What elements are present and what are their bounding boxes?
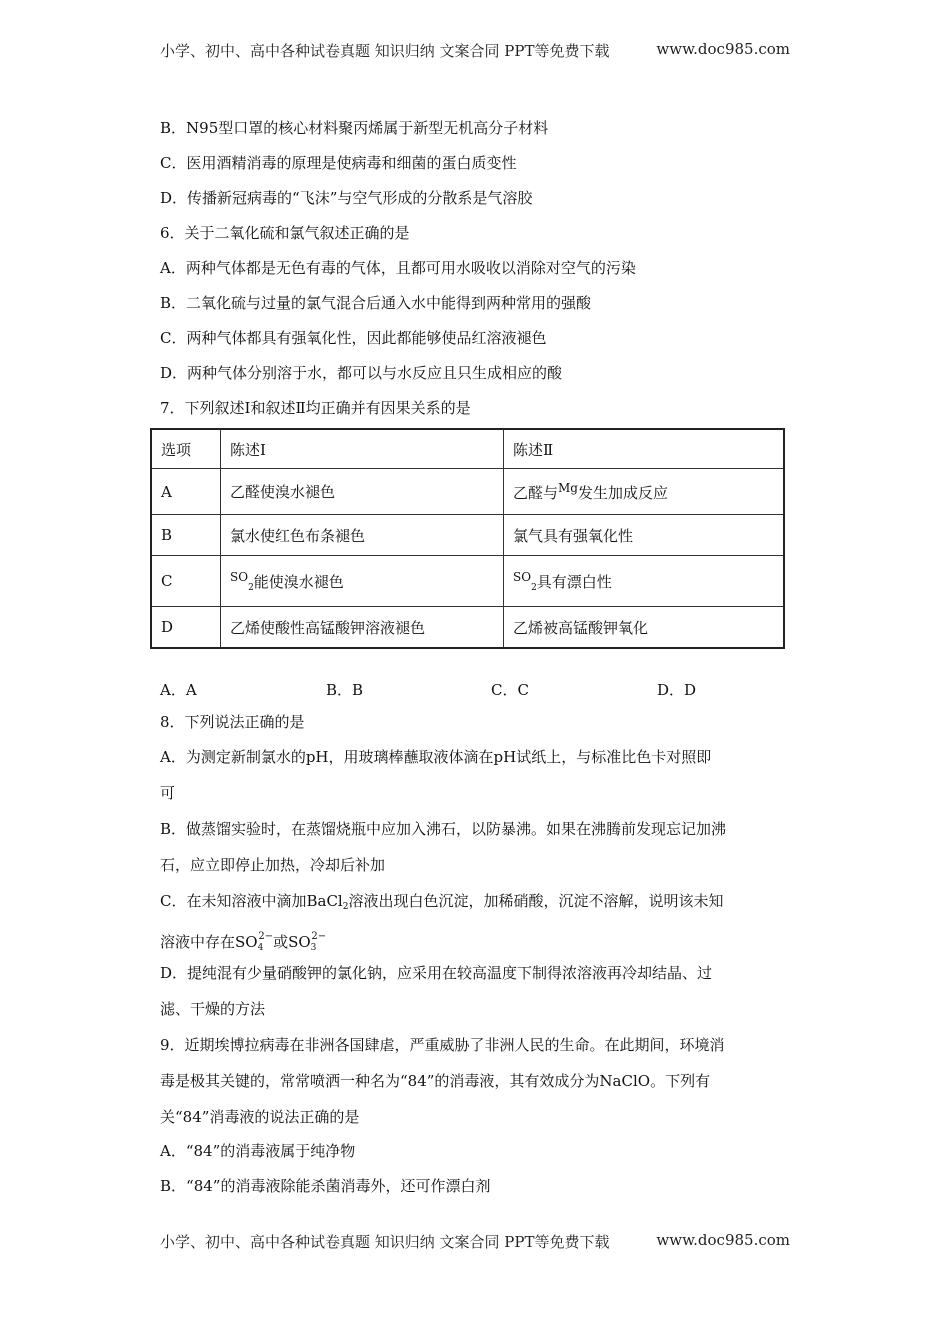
q7-option-d: D．D: [657, 681, 697, 699]
header-left-text: 小学、初中、高中各种试卷真题 知识归纳 文案合同 PPT等免费下载: [160, 42, 610, 60]
q8-option-c: [160, 890, 792, 926]
q6-option-c: C．两种气体都具有强氧化性，因此都能够使品红溶液褪色: [160, 329, 547, 347]
table-cell-statement1: [221, 556, 504, 607]
header-url: www.doc985.com: [656, 40, 790, 58]
text-run: C．在未知溶液中滴加: [160, 892, 307, 910]
table-cell-statement2: 氯气具有强氧化性: [504, 515, 785, 556]
q7-option-b: B．B: [326, 681, 364, 699]
table-cell-statement2: [504, 469, 785, 515]
formula-text: 发生加成反应: [577, 483, 668, 502]
q7-stem: 7．下列叙述Ⅰ和叙述Ⅱ均正确并有因果关系的是: [160, 399, 471, 417]
formula-text: 能使溴水褪色: [253, 572, 344, 591]
formula-subscript: 4: [257, 943, 264, 953]
table-cell-option: A: [151, 469, 221, 515]
formula-subscript: 2: [342, 902, 349, 912]
exam-content: [160, 117, 792, 1210]
table-cell-option: B: [151, 515, 221, 556]
mg-symbol: Mg: [558, 480, 578, 495]
q7-option-c: C．C: [491, 681, 529, 699]
page-header: [160, 40, 790, 61]
so2-formula: SO: [513, 569, 532, 584]
table-cell-statement2: 乙烯被高锰酸钾氧化: [504, 607, 785, 649]
q6-option-a: A．两种气体都是无色有毒的气体，且都可用水吸收以消除对空气的污染: [160, 259, 636, 277]
sulfite-formula: SO: [288, 933, 311, 951]
table-row: [151, 607, 784, 649]
table-row: [151, 469, 784, 515]
table-header-cell: 陈述Ⅰ: [221, 429, 504, 469]
q9-stem-line1: 9．近期埃博拉病毒在非洲各国肆虐，严重威胁了非洲人民的生命。在此期间，环境消: [160, 1036, 725, 1054]
q5-option-d: D．传播新冠病毒的“飞沫”与空气形成的分散系是气溶胶: [160, 189, 533, 207]
q8-option-a: A．为测定新制氯水的pH，用玻璃棒蘸取液体滴在pH试纸上，与标准比色卡对照即: [160, 748, 712, 766]
table-header-cell: 选项: [151, 429, 221, 469]
q5-option-c: C．医用酒精消毒的原理是使病毒和细菌的蛋白质变性: [160, 154, 517, 172]
q7-option-a: A．A: [160, 681, 197, 699]
table-cell-statement2: [504, 556, 785, 607]
formula-subscript: 2: [531, 582, 537, 593]
q9-stem-line2: 毒是极其关键的，常常喷洒一种名为“84”的消毒液，其有效成分为NaClO。下列有: [160, 1072, 711, 1090]
footer-left-text: 小学、初中、高中各种试卷真题 知识归纳 文案合同 PPT等免费下载: [160, 1233, 610, 1251]
q6-option-d: D．两种气体分别溶于水，都可以与水反应且只生成相应的酸: [160, 364, 563, 382]
q6-stem: 6．关于二氧化硫和氯气叙述正确的是: [160, 224, 410, 242]
formula-text: 具有漂白性: [536, 572, 612, 591]
q7-table: [150, 428, 785, 649]
formula-subscript: 2: [248, 582, 254, 593]
footer-url: www.doc985.com: [656, 1231, 790, 1249]
sulfate-formula: SO: [235, 933, 258, 951]
formula-text: 乙醛与: [513, 483, 559, 502]
q8-option-c-cont: [160, 926, 792, 962]
q7-options: [160, 679, 792, 711]
q8-option-d-cont: 滤、干燥的方法: [160, 1000, 266, 1018]
table-row: [151, 556, 784, 607]
q9-option-b: B．“84”的消毒液除能杀菌消毒外，还可作漂白剂: [160, 1177, 491, 1195]
table-cell-option: C: [151, 556, 221, 607]
q6-option-b: B．二氧化硫与过量的氯气混合后通入水中能得到两种常用的强酸: [160, 294, 592, 312]
table-header-cell: 陈述Ⅱ: [504, 429, 785, 469]
table-row: [151, 515, 784, 556]
page-footer: [160, 1231, 790, 1252]
formula-charge: 2−: [311, 931, 327, 942]
text-run: 溶液出现白色沉淀，加稀硝酸，沉淀不溶解，说明该未知: [348, 892, 724, 910]
text-run: 或: [273, 933, 289, 951]
text-run: 溶液中存在: [160, 933, 236, 951]
q9-option-a: A．“84”的消毒液属于纯净物: [160, 1142, 356, 1160]
formula-subscript: 3: [310, 943, 317, 953]
q5-option-b: B．N95型口罩的核心材料聚丙烯属于新型无机高分子材料: [160, 119, 549, 137]
formula-charge: 2−: [258, 931, 274, 942]
table-cell-statement1: 乙醛使溴水褪色: [221, 469, 504, 515]
bacl2-formula: BaCl: [306, 892, 343, 910]
q8-option-a-cont: 可: [160, 784, 176, 802]
table-cell-statement1: 氯水使红色布条褪色: [221, 515, 504, 556]
so2-formula: SO: [230, 569, 249, 584]
q8-option-b: B．做蒸馏实验时，在蒸馏烧瓶中应加入沸石，以防暴沸。如果在沸腾前发现忘记加沸: [160, 820, 727, 838]
table-header-row: [151, 429, 784, 469]
q8-stem: 8．下列说法正确的是: [160, 713, 305, 731]
q8-option-b-cont: 石，应立即停止加热，冷却后补加: [160, 856, 386, 874]
q8-option-d: D．提纯混有少量硝酸钾的氯化钠，应采用在较高温度下制得浓溶液再冷却结晶、过: [160, 964, 713, 982]
table-cell-statement1: 乙烯使酸性高锰酸钾溶液褪色: [221, 607, 504, 649]
q9-stem-line3: 关“84”消毒液的说法正确的是: [160, 1108, 360, 1126]
table-cell-option: D: [151, 607, 221, 649]
